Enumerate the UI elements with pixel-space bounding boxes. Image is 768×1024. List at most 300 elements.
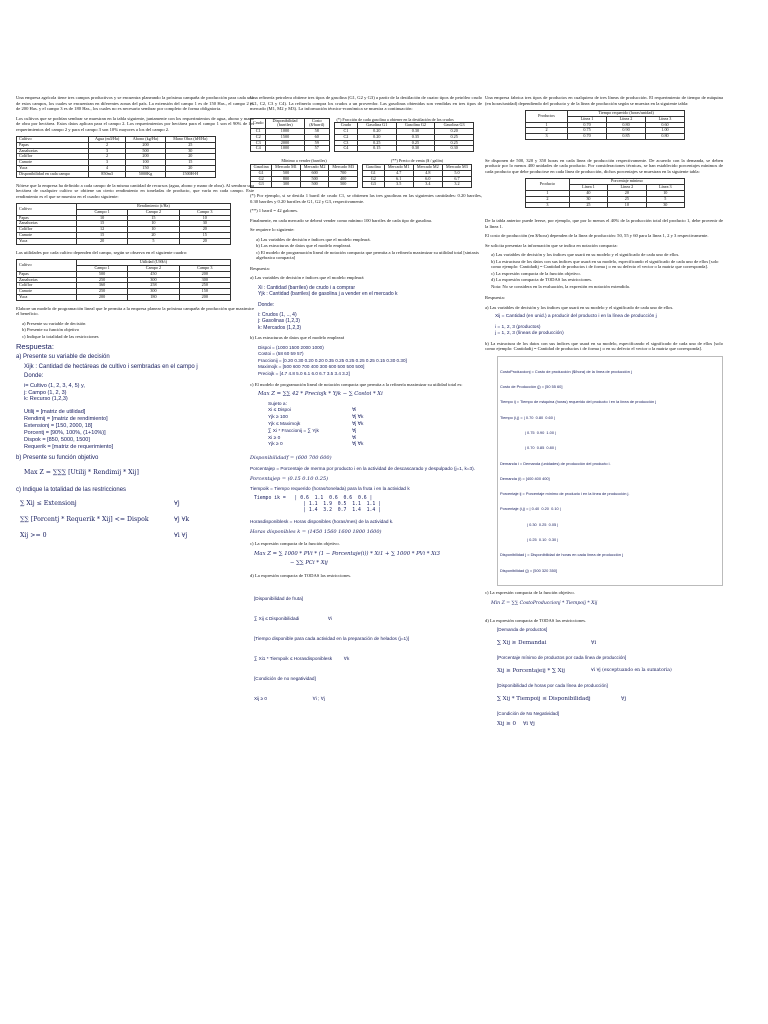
table-cell: 800	[272, 176, 301, 182]
table-cell: 180	[128, 294, 179, 300]
table-cell: 200	[126, 154, 165, 160]
index-item: k: Recurso (1,2,3)	[24, 396, 68, 403]
c2-d-title: d) La expresión compacta de TODAS las restricciones.	[250, 572, 352, 578]
table-cell: 15	[76, 221, 127, 227]
c2-respuesta: Respuesta:	[250, 265, 270, 271]
c3-restrictions	[497, 627, 723, 728]
table-cell: 58	[304, 129, 330, 135]
th: Campo 3	[179, 265, 230, 271]
column-3	[485, 95, 723, 728]
th: (*) Fracción de cada gasolina a obtener en la destilación de los crudos	[336, 116, 454, 122]
table-cell: 258	[128, 283, 179, 289]
table-cell: 10	[179, 215, 230, 221]
th: Línea 2	[607, 116, 646, 122]
c1-p2: Los cultivos que se podrían sembrar se muestran en la tabla siguiente, juntamente con los requerimientos de agua, abono y mano de obra por hectárea. Estos datos aplican para el campo 2. Los requerimientos por hectárea para el campo 1 son el 90% de los requerimientos del campo 2 y para el campo 3 son 10% mayores a los del campo 2.	[16, 115, 254, 132]
table-cell: 0.20	[435, 129, 474, 135]
table-cell: 0.30	[396, 129, 435, 135]
set-item: Requerik = [matriz de requerimiento]	[24, 444, 114, 451]
th: Gasolina G2	[396, 123, 435, 129]
th: Campo 1	[76, 265, 127, 271]
list-item: c) La expresión compacta de la función objetivo.	[491, 270, 581, 276]
table-cell: 200	[76, 294, 127, 300]
c1-sets	[24, 409, 254, 451]
table-cell: 1	[526, 191, 570, 197]
table-cell: 20	[179, 227, 230, 233]
table-cell: G1	[251, 170, 272, 176]
c2-restrictions	[254, 582, 482, 716]
table-cell: 250	[179, 283, 230, 289]
set-item: Utilij = [matriz de utilidad]	[24, 409, 86, 416]
table-cell: C3	[335, 140, 358, 146]
th: Gasolina	[251, 165, 272, 171]
c1-constraint-1	[20, 500, 254, 508]
th: Mercado M3	[442, 165, 471, 171]
c2-notes-2: (**) 1 barril = 42 galones.	[250, 208, 299, 214]
data-line: Fraccionij = [0.20 0.30 0.20 0.20 0.35 0.25 0.25 0.25 0.25 0.15 0.30 0.30]	[258, 357, 407, 363]
data-line: Tiempo ij = Tiempo de máquina (horas) requerido del producto i en la línea de producción j	[500, 399, 657, 405]
data-line: Preciojk = [4.7 4.8 5.0 6.1 6.0 6.7 3.5 3.4 3.2]	[258, 371, 350, 377]
table-cell: 300	[272, 182, 301, 188]
table-cell: 30	[646, 202, 684, 208]
data-line: Horas disponibles k = (1450 1560 1600 1800 1600)	[250, 528, 382, 535]
table-cell: 0.20	[357, 134, 396, 140]
c3-intro: Una empresa fabrica tres tipos de productos en cualquiera de tres líneas de producción. El requerimiento de tiempo de máquina (en horas/unidad) dependiendo del producto y de la línea de producción según se muestra en la siguiente tabla:	[485, 95, 723, 106]
table-cell: 300	[128, 289, 179, 295]
c2-vars	[258, 285, 482, 331]
data-line: CostoProduccionj = Costo de producción ($/hora) de la línea de producción j	[500, 368, 632, 374]
list-item: b) La estructura de los datos con sus índices que usará en su modelo, especificando el significado de cada uno de ellos [solo como ejemplo: Cantidadij = Cantidad de productos i de forma j o en su defecto el vector o la matriz que corresponda].	[491, 258, 719, 270]
data-line: | 0.75 0.90 1.00 |	[500, 430, 557, 435]
c1-constraint-2	[20, 516, 254, 524]
table-cell: 0.30	[396, 146, 435, 152]
data-line: Disponibilidad j = Disponibilidad de horas en cada línea de producción j	[500, 552, 623, 558]
c3-task-list	[491, 252, 723, 289]
table-cell: 600	[300, 170, 329, 176]
table-cell: 200	[179, 271, 230, 277]
c2-a-title: a) Las variables de decisión e índices que el modelo empleará	[250, 275, 364, 281]
c2-tables-row-2	[250, 157, 482, 193]
table-cell: Disponibilidad en cada campo	[17, 171, 89, 177]
c2-crude-table	[250, 118, 330, 153]
table-cell: 20	[128, 233, 179, 239]
table-cell: 0.20	[357, 129, 396, 135]
list-item: b) Presente su función objetivo	[22, 327, 80, 333]
data-line: Disponibilidad (j) = [500 320 350]	[500, 567, 557, 573]
table-cell: Coliflor	[17, 283, 77, 289]
index-item: i= Cultivo (1, 2, 3, 4, 5) y,	[24, 382, 85, 389]
table-cell: 15	[76, 233, 127, 239]
table-cell: 700	[329, 170, 358, 176]
th: Crudo	[251, 118, 266, 129]
restriction-label: [Porcentaje mínimo de productos por cada línea de producción]	[497, 655, 627, 661]
data-line: Disponibilidadf = (600 700 600)	[250, 455, 332, 462]
th: Campo 2	[128, 209, 179, 215]
th: Mercado M2	[300, 165, 329, 171]
constraint: Xi ≤ Dispoi ∀i	[268, 408, 357, 414]
data-line: | 0.30 0.25 0.05 |	[500, 521, 559, 527]
c2-price-table	[362, 159, 472, 188]
c1-objective: Max Z = ∑∑∑ [Utilij * Rendimij * Xij]	[24, 468, 139, 476]
table-cell: 0.70	[568, 122, 607, 128]
table-cell: 57	[304, 146, 330, 152]
table-row	[251, 182, 358, 188]
table-cell: 5.0	[442, 170, 471, 176]
c1-intro: Una empresa agrícola tiene tres campos productivos y se encuentra planeando la próxima campaña de producción para cada uno de estos campos, los cuales se encuentran en diferentes zonas del país. La extensión del campo 1 es de 150 Has., el campo 2 es de 200 Has. y el campo 3 es de 180 Has., los cuales no es necesario sembrar por completo de forma obligatoria.	[16, 95, 254, 111]
th: Mínimo a vender (barriles)	[281, 158, 327, 164]
table-cell: 6.1	[384, 176, 413, 182]
table-cell: 500	[300, 182, 329, 188]
data-line: Dispoi = (1000 1500 2000 1000)	[258, 344, 324, 350]
c3-data-box	[497, 356, 723, 586]
restriction-line: [Disponibilidad de fruta]	[254, 595, 303, 601]
table-cell: 100	[126, 160, 165, 166]
table-cell: Yuca	[17, 165, 89, 171]
table-cell: 0.25	[435, 140, 474, 146]
c2-c2-title: c) La expresión compacta de la función objetivo.	[250, 541, 340, 547]
table-cell: 300	[128, 277, 179, 283]
table-cell: 2	[88, 142, 126, 148]
c2-objective: Max Z = ∑∑ 42 * Preciojk * Yjk − ∑ Costoi * Xi	[258, 391, 383, 398]
th: Línea 1	[568, 116, 607, 122]
table-cell: 1000	[266, 129, 304, 135]
index-item: j = 1, 2, 3 (líneas de producción)	[495, 331, 564, 337]
th: Mano Obra (hH/Ha)	[165, 137, 215, 143]
data-line: Porcentajep = Porcentaje de merma por producto i en la actividad de descascarado y despulpado (j=1, k=3).	[250, 465, 476, 471]
th: Línea 2	[608, 185, 646, 191]
donde-label: Donde:	[258, 301, 275, 308]
constraint: Yjk ≤ Maximojk ∀j ∀k	[268, 422, 364, 428]
c3-p5: Se solicita presentar la información que se indica en notación compacta:	[485, 242, 618, 248]
table-cell: 25	[608, 196, 646, 202]
table-cell: G2	[251, 176, 272, 182]
restriction: Xij ≥ 0 ∀i ∀j	[497, 721, 535, 728]
list-item: a) Las variables de decisión y los índices que usará en su modelo y el significado de cada uno de ellos.	[491, 252, 680, 258]
th: (**) Precio de venta ($ / galón)	[390, 158, 444, 164]
th: Porcentaje mínimo	[569, 179, 684, 185]
index-item: j: Gasolinas (1,2,3)	[258, 318, 300, 325]
data-line: Porcentajep = (0.15 0.10 0.25)	[250, 475, 329, 482]
table-cell: 500	[329, 182, 358, 188]
th: Gasolina G3	[435, 123, 474, 129]
restriction-label: [Disponibilidad de horas por cada línea de producción]	[497, 683, 608, 689]
table-cell: 0.85	[607, 134, 646, 140]
table-row	[335, 146, 474, 152]
table-cell: 0.80	[645, 134, 684, 140]
table-cell: 25	[165, 142, 215, 148]
table-cell: 30	[165, 148, 215, 154]
set-item: Dispok = [850, 5000, 1500]	[24, 437, 90, 444]
c3-d-title: d) La expresión compacta de TODAS las restricciones.	[485, 617, 587, 623]
th: Productos	[526, 111, 568, 123]
table-cell: 59	[304, 140, 330, 146]
table-cell: Papas	[17, 271, 77, 277]
c2-c-title: c) El modelo de programación lineal de notación compacta que permita a la refinería maximizar su utilidad total es:	[250, 381, 463, 387]
restriction-line: ∑ Xi1 * Tiempoik ≤ Horasdisponiblesk ∀k	[254, 656, 350, 662]
c1-b-title: b) Presente su función objetivo	[16, 455, 99, 462]
table-cell: C2	[251, 134, 266, 140]
data-line: Horasdisponiblesk = Horas disponibles (horas/mes) de la actividad k.	[250, 518, 394, 524]
c3-vars	[495, 314, 723, 337]
table-cell: G3	[363, 182, 385, 188]
c1-p4: Las utilidades por cada cultivo dependen del campo, según se observa en el siguiente cuadro:	[16, 249, 188, 255]
quantifier: ∀j	[174, 500, 180, 508]
c2-objective-2-cont: − ∑∑ PCi * Xij	[290, 560, 328, 567]
table-cell: 0.80	[607, 122, 646, 128]
table-cell: G3	[251, 182, 272, 188]
table-cell: 2000	[266, 140, 304, 146]
table-row	[526, 202, 685, 208]
c3-objective: Min Z = ∑∑ CostoProduccionj * Tiempoij * Xij	[491, 601, 598, 607]
c1-indices	[24, 383, 254, 403]
table-cell: 0.70	[568, 134, 607, 140]
table-row	[526, 134, 685, 140]
c2-notes: (*) Por ejemplo, si se destila 1 barril de crudo C1, se obtienen las tres gasolinas en las siguientes cantidades: 0.20 barriles, 0.30 barriles y 0.20 barriles de G1, G2 y G3, respectivamente.	[250, 193, 482, 204]
table-cell: 1.00	[645, 128, 684, 134]
formula: Xij >= 0	[20, 532, 47, 540]
table-cell: 6.0	[413, 176, 442, 182]
table-cell: C3	[251, 140, 266, 146]
table-cell: Yuca	[17, 238, 77, 244]
table-cell: 0.35	[396, 134, 435, 140]
table-cell: 10	[608, 202, 646, 208]
table-cell: 40	[569, 191, 607, 197]
index-item: i: Crudos (1, .., 4)	[258, 311, 297, 318]
c3-a-title: a) Las variables de decisión y los índices que usará en su modelo y el significado de cada uno de ellos.	[485, 304, 674, 310]
list-item: Nota: No se considera en la evaluación, la expresión en notación extendida.	[491, 283, 630, 289]
table-cell: 0.25	[396, 140, 435, 146]
tiempo-matrix: Tiempo ik = | 0.6 1.1 0.6 0.6 0.6 | | 1.1 1.9 0.5 1.1 1.1 | | 1.4 3.2 0.7 1.4 1.4 |	[254, 495, 382, 513]
c2-b-title: b) Las estructuras de datos que el modelo empleará	[250, 335, 345, 341]
table-cell: 150	[179, 289, 230, 295]
data-line: Costoi = (58 60 59 57)	[258, 351, 304, 357]
list-item: b) Las estructuras de datos que el modelo empleará.	[256, 243, 352, 249]
data-line: Porcentaje ij = Porcentaje mínimo de producto i en la línea de producción j.	[500, 491, 630, 497]
table-cell: 5	[646, 196, 684, 202]
c2-fraction-table	[334, 118, 474, 153]
table-cell: 0.75	[568, 128, 607, 134]
data-line: Tiempo (i,j) = | 0.70 0.80 0.60 |	[500, 414, 555, 420]
list-item: c) Indique la totalidad de las restricciones	[22, 333, 99, 339]
table-cell: Camote	[17, 233, 77, 239]
table-cell: 20	[179, 238, 230, 244]
table-cell: Zanahorias	[17, 221, 77, 227]
table-cell: 10	[128, 227, 179, 233]
table-cell: 5	[128, 238, 179, 244]
index-item: k: Mercados (1,2,3)	[258, 324, 302, 331]
th: Campo 3	[179, 209, 230, 215]
data-line: Porcentaje (i,j) = | 0.40 0.20 0.10 |	[500, 506, 561, 512]
restriction: ∑ Xij ≥ Demandai ∀i	[497, 640, 597, 647]
table-cell: 0.25	[435, 134, 474, 140]
table-cell: Zanahorias	[17, 148, 89, 154]
table-cell: 6.7	[442, 176, 471, 182]
table-cell: Papas	[17, 142, 89, 148]
c1-p3: Nótese que la empresa ha definido a cada campo de la misma cantidad de recursos (agua, abono y mano de obra). Al sembrar una hectárea de cualquier cultivo se obtiene un cierto rendimiento en toneladas de producto, que varía en cada campo. Este rendimiento es el que se muestra en el cuadro siguiente:	[16, 182, 254, 199]
th: Agua (m3/Ha)	[88, 137, 126, 143]
th: Utilidad (US$/t)	[76, 260, 230, 266]
constraint: Xi ≥ 0 ∀i	[268, 435, 357, 441]
table-row	[17, 294, 231, 300]
th: Producto	[526, 179, 570, 191]
table-cell: 12	[76, 227, 127, 233]
table-cell: 1500	[266, 134, 304, 140]
index-item: j: Campo (1, 2, 3)	[24, 389, 67, 396]
table-cell: Papas	[17, 215, 77, 221]
table-cell: 0.15	[357, 146, 396, 152]
c2-p2: Finalmente, en cada mercado se deberá vender como mínimo 100 barriles de cada tipo de gasolina.	[250, 217, 433, 223]
table-cell: 500	[126, 148, 165, 154]
table-row	[17, 238, 231, 244]
table-cell: 20	[165, 154, 215, 160]
th: Cultivo	[17, 137, 89, 143]
list-item: d) La expresión compacta de TODAS las restricciones.	[491, 277, 593, 283]
list-item: a) Presente su variable de decisión	[22, 320, 86, 326]
set-item: Rendimij = [matriz de rendimiento]	[24, 416, 108, 423]
index-item: i = 1, 2, 3 (productos)	[495, 324, 541, 330]
list-item: a) Las variables de decisión e índices que el modelo empleará.	[256, 236, 371, 242]
table-cell: 4.7	[384, 170, 413, 176]
table-cell: 200	[126, 142, 165, 148]
table-cell: 3.5	[384, 182, 413, 188]
var-item: Xi : Cantidad (barriles) de crudo i a comprar	[258, 284, 355, 291]
table-cell: 450	[128, 271, 179, 277]
c1-c-title: c) Indique la totalidad de las restricciones	[16, 486, 127, 493]
c2-second-problem-data	[250, 455, 482, 535]
table-cell: 15	[165, 160, 215, 166]
table-cell: 0.30	[435, 146, 474, 152]
table-cell: 25	[569, 202, 607, 208]
th: Campo 1	[76, 209, 127, 215]
table-cell: 200	[179, 294, 230, 300]
data-line: Demanda (i) = [400 400 400]	[500, 475, 550, 481]
th: Tiempo requerido (horas/unidad)	[568, 111, 685, 117]
c2-data-structures	[258, 345, 482, 378]
c1-a-var: Xijk : Cantidad de hectáreas de cultivo i sembradas en el campo j	[24, 363, 198, 370]
table-cell: Zanahorias	[17, 277, 77, 283]
table-cell: 10	[76, 215, 127, 221]
table-cell: Coliflor	[17, 227, 77, 233]
set-item: Extensionj = [150, 2000, 18]	[24, 423, 93, 430]
table-cell: 250	[76, 277, 127, 283]
c2-intro: Una refinería petrolera obtiene tres tipos de gasolina (G1, G2 y G3) a partir de la destilación de cuatro tipos de petróleo crudo (C1, C2, C3 y C4). La refinería compra los crudos a un proveedor. Las gasolinas obtenidas son vendidas en tres tipos de mercado (M1, M2 y M3). La información técnico-económica se muestra a continuación:	[250, 95, 482, 111]
th: Mercado M3	[329, 165, 358, 171]
table-cell: 3.4	[413, 182, 442, 188]
quantifier: ∀j ∀k	[174, 516, 190, 524]
th: Campo 2	[128, 265, 179, 271]
th: Línea 1	[569, 185, 607, 191]
th: Crudo	[335, 123, 358, 129]
c2-req: Se requiere lo siguiente:	[250, 227, 295, 233]
table-cell: G1	[363, 170, 385, 176]
restriction-line: ∑ Xij ≤ Disponibilidadi ∀i	[254, 615, 333, 621]
table-cell: Yuca	[17, 294, 77, 300]
data-line: Costo de Producción (j) = [50 55 60]	[500, 384, 563, 390]
c3-respuesta: Respuesta:	[485, 295, 505, 301]
c1-a-title: a) Presente su variable de decisión	[16, 354, 110, 361]
table-cell: 500	[300, 176, 329, 182]
table-cell: Coliflor	[17, 154, 89, 160]
table-cell: 500	[272, 170, 301, 176]
restriction: ∑ Xij * Tiempoij ≤ Disponibilidadj ∀j	[497, 696, 627, 703]
c3-b-title: b) La estructura de los datos con sus índices que usará en su modelo, especificando el significado de cada uno de ellos [solo como ejemplo: Cantidadij = Cantidad de productos i de forma j o en su defecto el vector o la matriz que corresponda].	[485, 340, 723, 352]
constraint: Yjk ≥ 100 ∀j ∀k	[268, 415, 364, 421]
table-cell: 400	[329, 176, 358, 182]
c1-task-list	[22, 321, 254, 340]
table-cell: 360	[76, 283, 127, 289]
c3-p2: Se disponen de 500, 320 y 350 horas en cada línea de producción respectivamente. De acuerdo con la demanda, se deben producir por lo menos 400 unidades de cada producto. Por consideraciones técnicas, se han establecido porcentajes mínimos de cada producto que debe producirse en cada línea de producción, dichos porcentajes se muestran en la siguiente tabla:	[485, 157, 723, 174]
restriction: Xij ≥ Porcentajeij * ∑ Xij ∀i ∀j (exceptuando en la sumatoria)	[497, 668, 672, 675]
table-cell: C4	[335, 146, 358, 152]
table-cell: 300	[179, 277, 230, 283]
table-row	[17, 171, 216, 177]
table-cell: C1	[251, 129, 266, 135]
data-line: | 0.25 0.10 0.30 |	[500, 536, 559, 542]
table-cell: 3.2	[442, 182, 471, 188]
c2-task-list	[256, 237, 482, 261]
c3-percent-table	[525, 178, 685, 208]
restriction-label: [Demanda de productos]	[497, 627, 548, 633]
c1-yield-table	[16, 203, 231, 245]
c1-profit-table	[16, 259, 231, 301]
constraint: Yjk ≥ 0 ∀j ∀k	[268, 442, 364, 448]
th: Costo ($/barril)	[304, 118, 330, 129]
table-cell: 1	[526, 122, 568, 128]
table-cell: 30	[179, 221, 230, 227]
c1-answer-title: Respuesta:	[16, 342, 54, 352]
table-cell: 0.25	[357, 140, 396, 146]
table-cell: 150	[126, 165, 165, 171]
table-cell: 20	[76, 238, 127, 244]
c2-min-sell-table	[250, 159, 358, 188]
table-cell: 5000Kg	[126, 171, 165, 177]
th: Línea 3	[646, 185, 684, 191]
table-cell: 20	[165, 165, 215, 171]
th: Rendimiento (t/Ha)	[76, 204, 230, 210]
table-cell: C1	[335, 129, 358, 135]
th: Gasolina	[363, 165, 385, 171]
table-row	[363, 182, 472, 188]
table-cell: 2	[526, 196, 570, 202]
var-item: Yjk : Cantidad (barriles) de gasolina j a vender en el mercado k	[258, 291, 398, 298]
table-cell: 20	[608, 191, 646, 197]
column-2	[250, 95, 482, 716]
column-1	[16, 95, 254, 543]
table-cell: Camote	[17, 289, 77, 295]
c1-p5: Elabore un modelo de programación lineal que le permita a la empresa planear la próxima campaña de producción que maximice el beneficio.	[16, 305, 254, 317]
c1-constraint-3	[20, 532, 254, 540]
table-cell: 1000	[266, 146, 304, 152]
table-cell: 60	[304, 134, 330, 140]
table-cell: 1500H-H	[165, 171, 215, 177]
data-line: Demanda i = Demanda (unidades) de producción del producto i.	[500, 460, 611, 466]
th: Cultivo	[17, 204, 77, 216]
table-cell: 3	[88, 160, 126, 166]
th: Línea 3	[645, 116, 684, 122]
set-item: Porcentj = [90%, 100%, (1+10%)]	[24, 430, 106, 437]
c2-tables-row-1	[250, 116, 482, 158]
table-cell: 3	[88, 148, 126, 154]
table-row	[251, 146, 330, 152]
sujeto-label: Sujeto a:	[268, 401, 287, 407]
table-cell: 0.60	[645, 122, 684, 128]
table-cell: 2	[88, 154, 126, 160]
c1-donde: Donde:	[24, 373, 44, 380]
table-cell: 10	[646, 191, 684, 197]
th: Gasolina G1	[357, 123, 396, 129]
c2-objective-2: Max Z = ∑ 1000 * PVi * (1 − Porcentaje(i)) * Xi1 + ∑ 1000 * PVi * Xi3	[254, 550, 440, 557]
table-cell: C2	[335, 134, 358, 140]
th: Mercado M1	[272, 165, 301, 171]
